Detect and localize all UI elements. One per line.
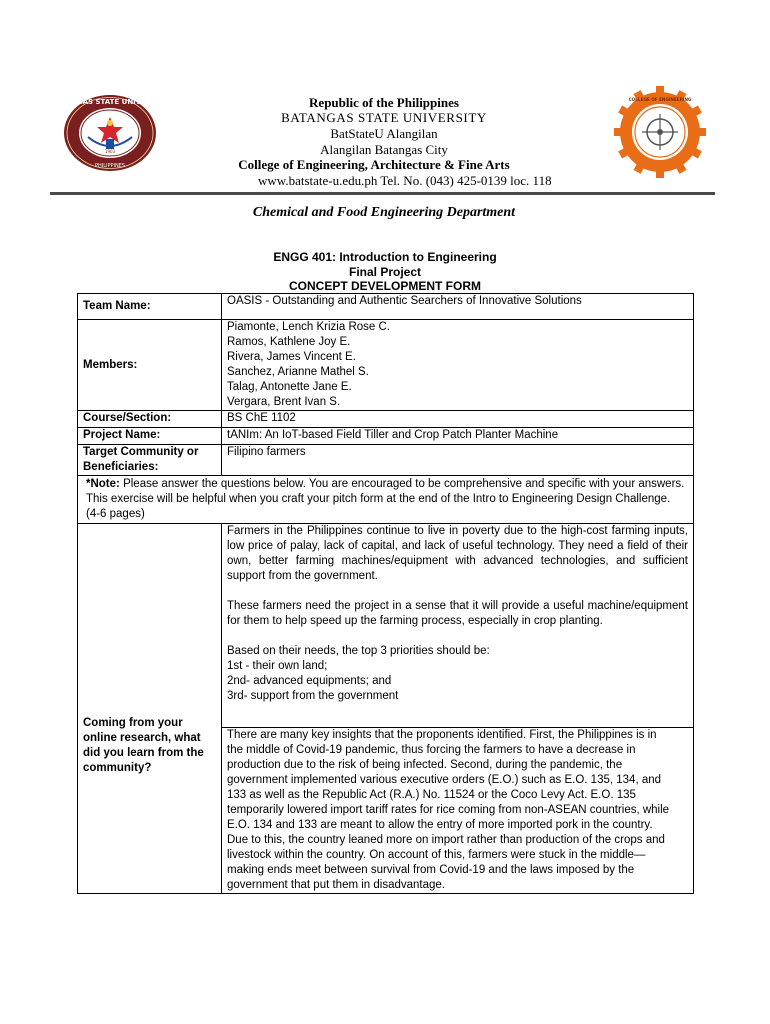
course-section-label: Course/Section: (78, 411, 222, 428)
course-section-value: BS ChE 1102 (222, 411, 694, 428)
note-label: *Note: (86, 478, 120, 490)
priority-item: 2nd- advanced equipments; and (227, 675, 392, 687)
department-name: Chemical and Food Engineering Department (252, 205, 516, 220)
gear-seal-text: COLLEGE OF ENGINEERING (628, 97, 692, 102)
team-name-value: OASIS - Outstanding and Authentic Searchers of Innovative Solutions (222, 294, 694, 320)
concept-development-form (77, 293, 694, 894)
note-text (78, 476, 694, 524)
question-label: Coming from your online research, what did you learn from the community? (78, 524, 222, 894)
members-list (222, 320, 694, 411)
answer-insights: There are many key insights that the proponents identified. First, the Philippines is in the middle of Covid-19 pandemic, thus forcing the farmers to have a decrease in production due to the risk of being infected. Second, during the pandemic, the government implemented various executive orders (E.O.) such as E.O. 135, 134, and 133 as well as the Republic Act (R.A.) No. 11524 or the Coco Levy Act. E.O. 135 temporarily lowered import tariff rates for rice coming from non-ASEAN countries, while E.O. 134 and 133 are meant to allow the entry of more imported pork in the country. Due to this, the country leaned more on import rather than production of the crops and livestock within the country. On account of this, farmers were stuck in the middle— making ends meet between survival from Covid-19 and the laws imposed by the government that put them in disadvantage. (222, 728, 694, 894)
priority-item: 1st - their own land; (227, 660, 328, 672)
university-name: BATANGAS STATE UNIVERSITY (281, 110, 487, 125)
seal-bottom-text: PHILIPPINES (94, 163, 126, 169)
course-title: ENGG 401: Introduction to Engineering (273, 250, 497, 264)
question-row-1 (78, 524, 694, 728)
city-line: Alangilan Batangas City (320, 142, 448, 157)
team-name-row (78, 294, 694, 320)
course-section-row (78, 411, 694, 428)
priority-item: 3rd- support from the government (227, 690, 399, 702)
team-name-label: Team Name: (78, 294, 222, 320)
note-body: Please answer the questions below. You are encouraged to be comprehensive and specific with your answers. This exercise will be helpful when you craft your pitch form at the end of the Intro to Engineering Design Challenge. (4-6 pages) (86, 478, 685, 520)
member-name: Talag, Antonette Jane E. (227, 381, 352, 393)
member-name: Ramos, Kathlene Joy E. (227, 336, 351, 348)
note-row (78, 476, 694, 524)
answer-paragraph: These farmers need the project in a sense that it will provide a useful machine/equipment for them to help speed up the farming process, especially in crop planting. (227, 600, 688, 627)
contact-line: www.batstate-u.edu.ph Tel. No. (043) 425-0139 loc. 118 (258, 173, 552, 188)
college-name: College of Engineering, Architecture & Fine Arts (238, 157, 510, 172)
target-community-value: Filipino farmers (222, 445, 694, 476)
target-community-label: Target Community or Beneficiaries: (78, 445, 222, 476)
project-name-row (78, 428, 694, 445)
priorities-block (227, 644, 688, 704)
project-name-label: Project Name: (78, 428, 222, 445)
target-community-row (78, 445, 694, 476)
seal-year: 1903 (104, 149, 116, 154)
member-name: Sanchez, Arianne Mathel S. (227, 366, 369, 378)
project-name-value: tANIm: An IoT-based Field Tiller and Crop Patch Planter Machine (222, 428, 694, 445)
campus-name: BatStateU Alangilan (330, 126, 438, 141)
form-title: CONCEPT DEVELOPMENT FORM (288, 279, 481, 293)
answer-needs (222, 524, 694, 728)
priorities-intro: Based on their needs, the top 3 priorities should be: (227, 645, 490, 657)
seal-text: BATANGAS STATE UNIVERSITY (51, 98, 169, 106)
members-row (78, 320, 694, 411)
member-name: Vergara, Brent Ivan S. (227, 396, 341, 408)
republic-line: Republic of the Philippines (309, 95, 459, 110)
members-label: Members: (78, 320, 222, 411)
member-name: Piamonte, Lench Krizia Rose C. (227, 321, 390, 333)
header-divider (50, 192, 715, 195)
answer-paragraph: Farmers in the Philippines continue to live in poverty due to the high-cost farming inputs, low price of palay, lack of capital, and lack of useful technology. They need a field of their own, better farming machines/equipment with advanced technologies, and sufficient support from the government. (227, 525, 688, 582)
member-name: Rivera, James Vincent E. (227, 351, 356, 363)
project-title: Final Project (348, 265, 422, 279)
